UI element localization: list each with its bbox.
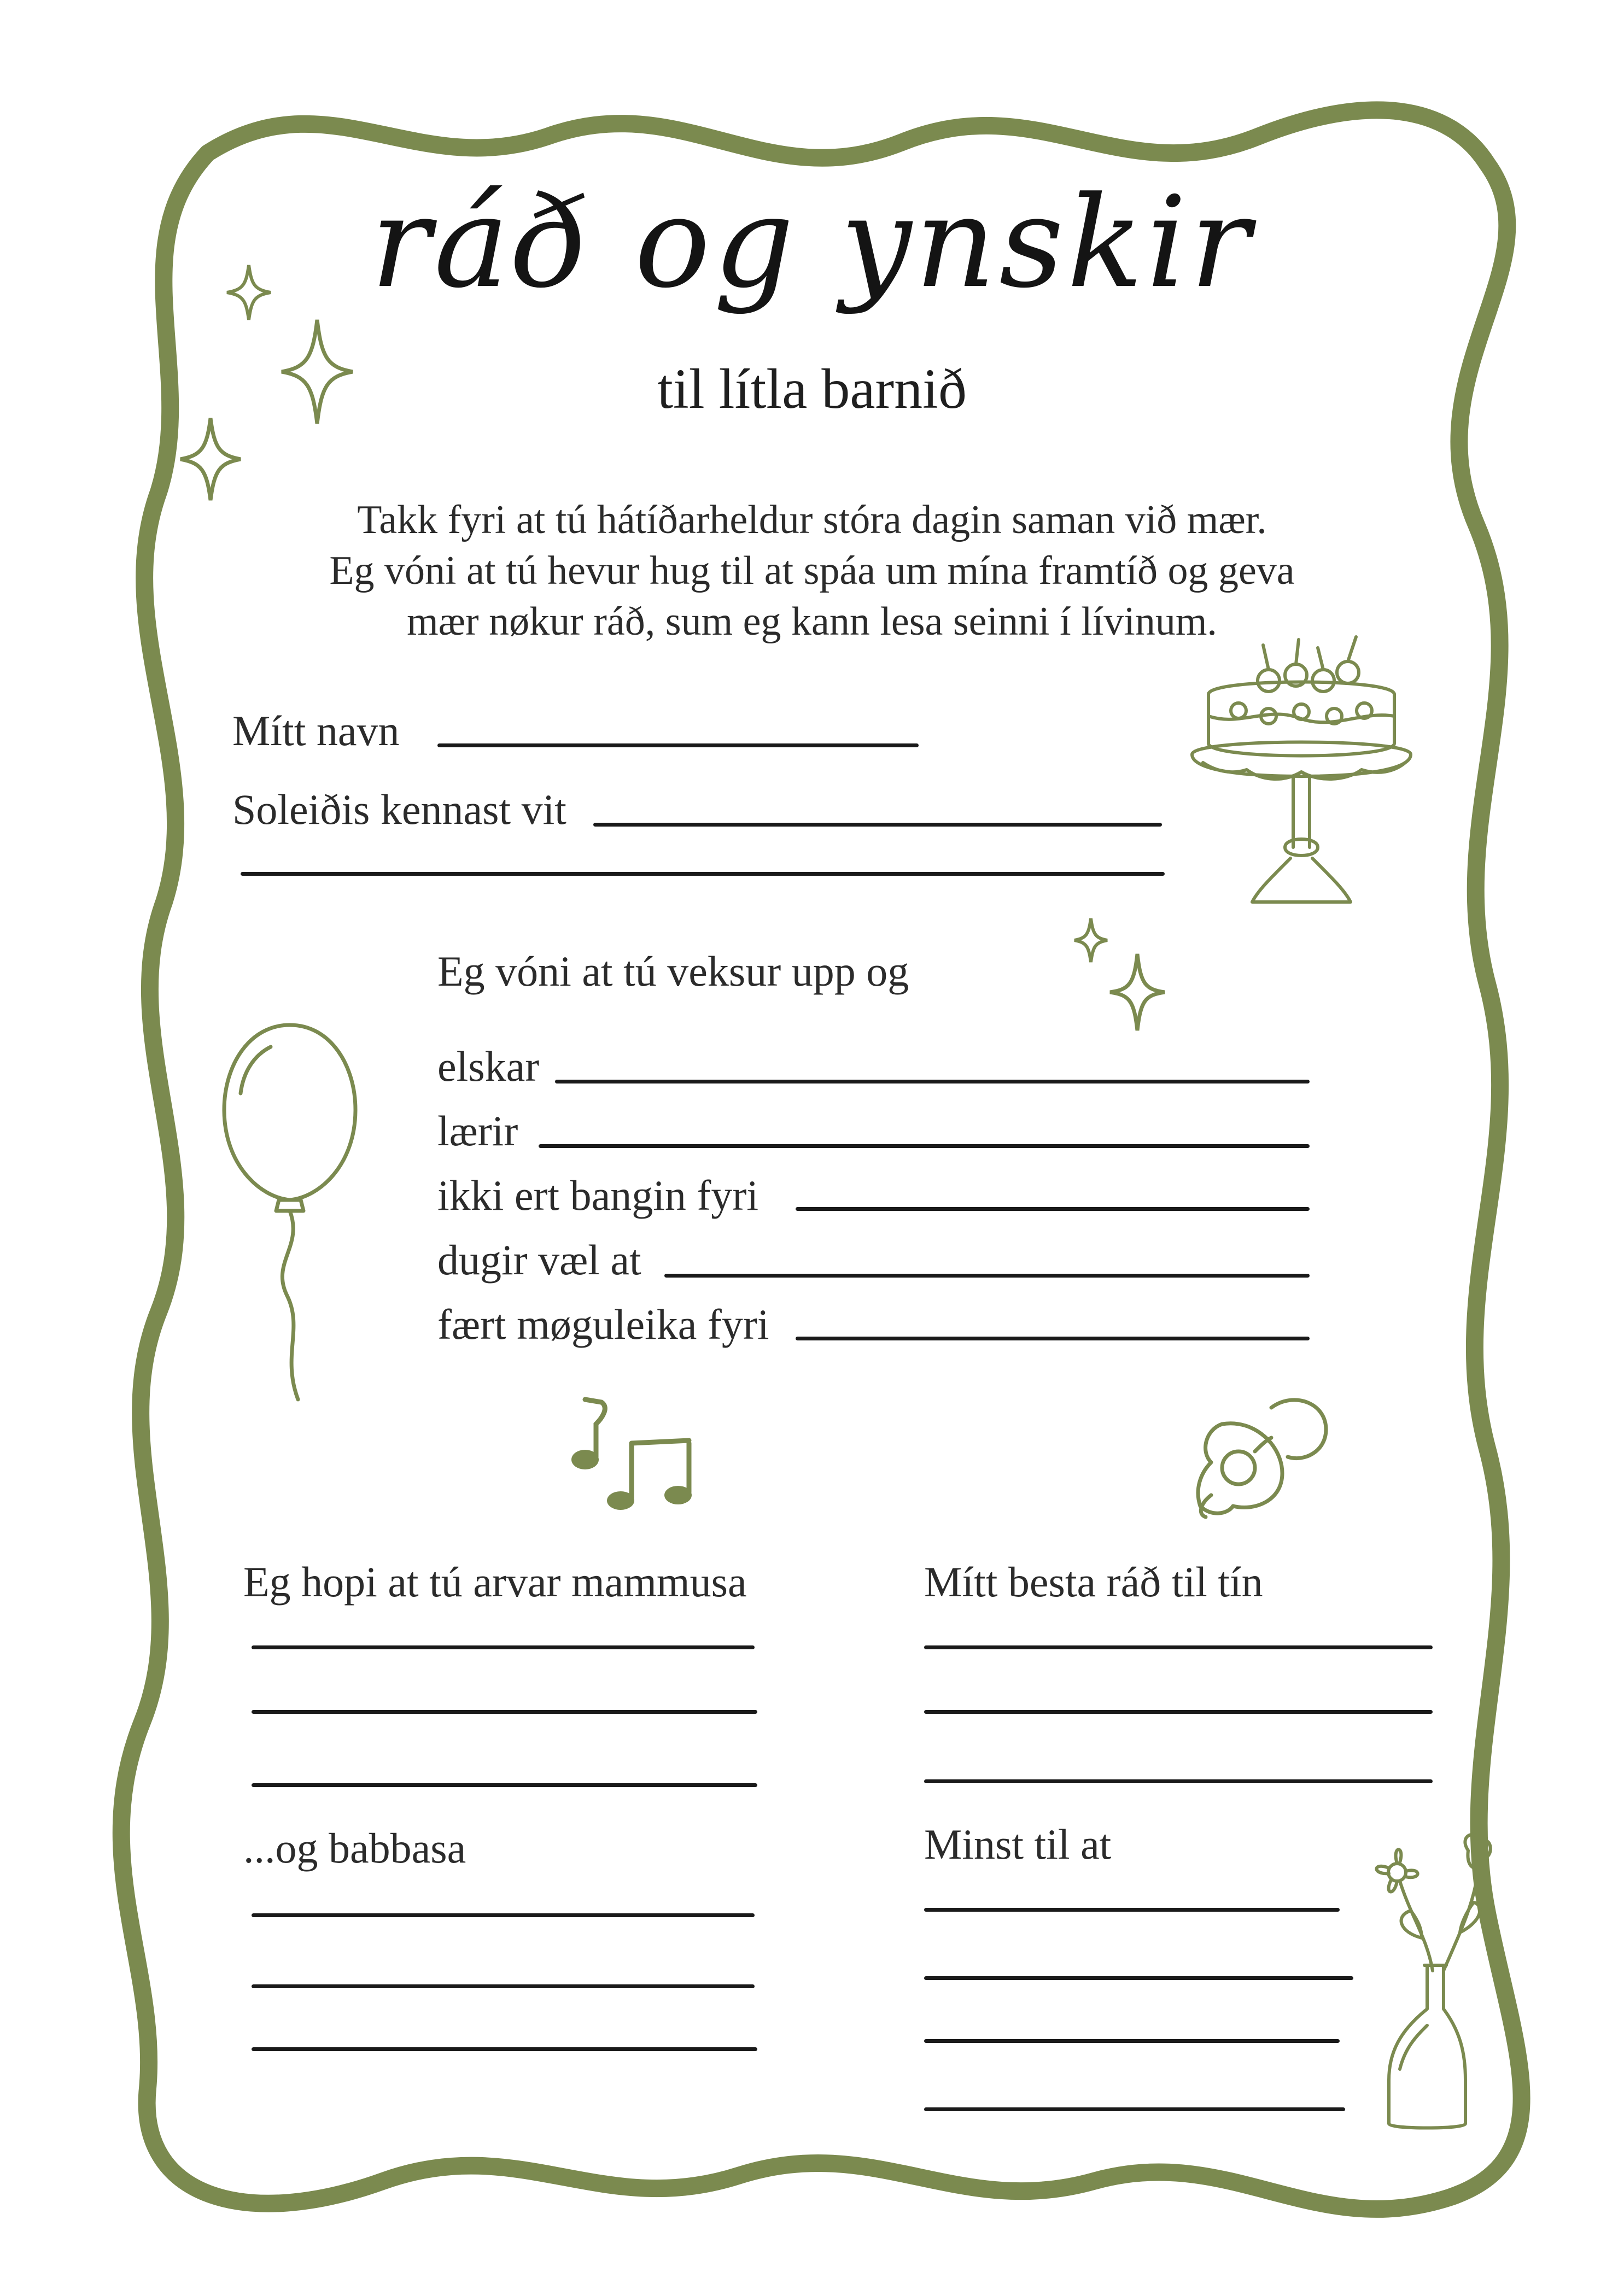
known-line[interactable] (593, 823, 1162, 827)
hope-item-label: elskar (437, 1042, 540, 1090)
balloon-icon (216, 1017, 364, 1432)
hope-item-line[interactable] (555, 1080, 1310, 1083)
advice-line[interactable] (924, 1710, 1433, 1714)
father-line[interactable] (252, 2047, 757, 2051)
sparkle-icon (1072, 916, 1110, 965)
hope-item-line[interactable] (796, 1207, 1310, 1211)
hope-item-label: lærir (437, 1107, 518, 1155)
name-line[interactable] (437, 743, 919, 747)
sparkle-icon (279, 317, 355, 426)
name-label: Mítt navn (232, 707, 400, 754)
father-line[interactable] (252, 1984, 755, 1988)
hope-heading: Eg vóni at tú veksur upp og (437, 947, 909, 995)
intro-line: mær nøkur ráð, sum eg kann lesa seinni í lívinum. (407, 599, 1217, 644)
intro-paragraph (0, 495, 1624, 647)
known-label: Soleiðis kennast vit (232, 786, 566, 833)
hope-item-label: fært møguleika fyri (437, 1301, 769, 1348)
advice-line[interactable] (924, 1645, 1433, 1649)
remember-label: Minst til at (924, 1820, 1112, 1868)
sparkle-icon (224, 262, 273, 323)
remember-line[interactable] (924, 2107, 1345, 2111)
advice-label: Mítt besta ráð til tín (924, 1558, 1263, 1606)
cake-icon (1187, 629, 1416, 913)
father-line[interactable] (252, 1913, 755, 1917)
known-line-2[interactable] (241, 872, 1165, 876)
page-subtitle: til lítla barnið (657, 358, 967, 420)
pacifier-icon (1189, 1386, 1337, 1522)
hope-item-line[interactable] (539, 1144, 1310, 1148)
intro-line: Eg vóni at tú hevur hug til at spáa um mína framtíð og geva (329, 548, 1295, 593)
advice-line[interactable] (924, 1779, 1433, 1783)
remember-line[interactable] (924, 1908, 1340, 1912)
sparkle-icon (178, 415, 243, 503)
flower-vase-icon (1367, 1829, 1504, 2135)
remember-line[interactable] (924, 1976, 1353, 1980)
music-notes-icon (563, 1391, 705, 1512)
page-title: ráð og ynskir (370, 170, 1254, 316)
hope-item-line[interactable] (796, 1337, 1310, 1340)
hope-item-line[interactable] (664, 1274, 1310, 1278)
intro-line: Takk fyri at tú hátíðarheldur stóra dagin saman við mær. (357, 497, 1267, 542)
mother-line[interactable] (252, 1783, 757, 1787)
mother-line[interactable] (252, 1645, 755, 1649)
mother-line[interactable] (252, 1710, 757, 1714)
sparkle-icon (1107, 951, 1167, 1033)
father-label: ...og babbasa (243, 1824, 466, 1872)
mother-label: Eg hopi at tú arvar mammusa (243, 1558, 747, 1606)
hope-item-label: ikki ert bangin fyri (437, 1172, 759, 1219)
hope-item-label: dugir væl at (437, 1236, 641, 1284)
remember-line[interactable] (924, 2039, 1340, 2043)
